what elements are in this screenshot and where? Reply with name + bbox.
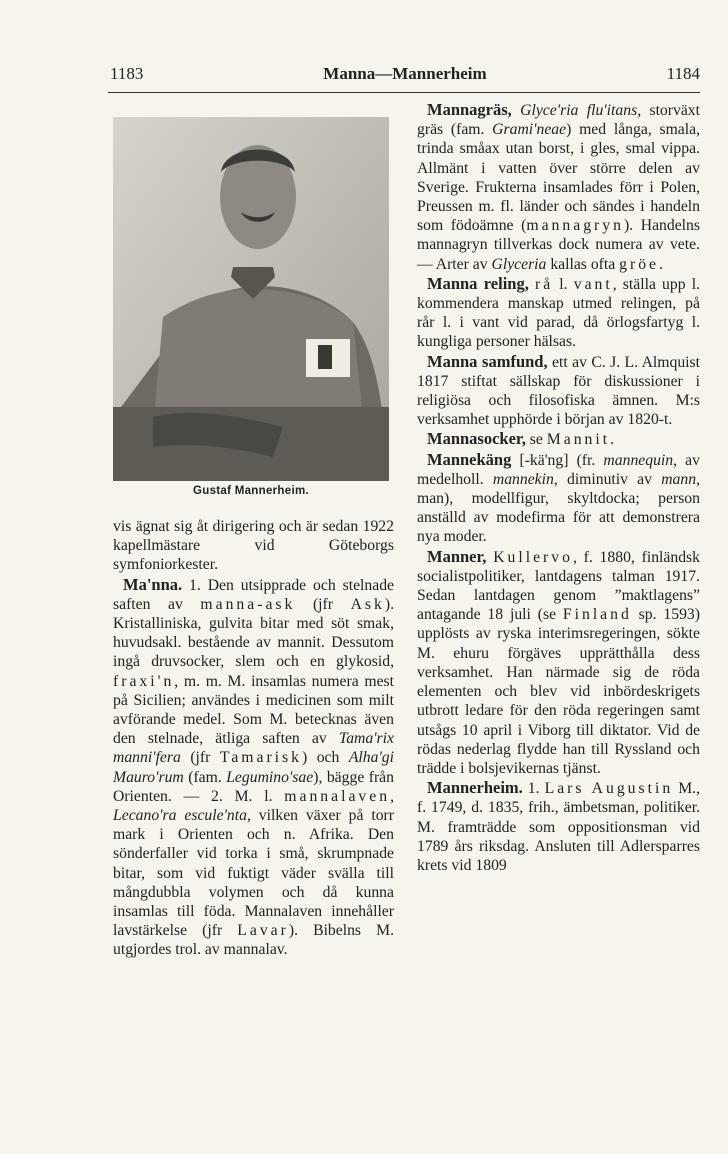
headword: Manna samfund,: [427, 351, 548, 371]
entry-manner: Manner, Kullervo, f. 1880, finländsk socialistpolitiker, lantdagens talman 1917. Sedan lantdagen genom ”maktlagens” antagande 18 juli (se Finland sp. 1593) upplösts av ryska interimsregeringen, sökte M. ehuru förgäves upprätthålla dess verksamhet. Han närmade sig de röda elementen och blev vid inbördeskrigets utbrott ledare för den röda regeringen samt utsågs 10 april i Viborg till diktator. Vid de rödas nederlag flydde han till Ryssland och trädde i bolsjevikernas tjänst.: [417, 546, 701, 777]
left-column: [113, 517, 394, 960]
right-column: [417, 100, 700, 875]
entry-manna: Ma'nna. 1. Den utsipprade och stelnade saften av manna-ask (jfr Ask). Kristalliniska, gulvita bitar med söt smak, huvudsakl. bestående av mannit. Dessutom ingå druvsocker, slem och en glykosid, fraxi'n, m. m. M. insamlas numera mest på Sicilien; användes i medicinen som milt avförande medel. Som M. betecknas även den stelnade, ätliga saften av Tama'rix manni'fera (jfr Tamarisk) och Alha'gi Mauro'rum (fam. Legumino'sae), bägge från Orienten. — 2. M. l. mannalaven, Lecano'ra escule'nta, vilken växer på torr mark i Orienten och n. Afrika. Den sönderfaller vid torka i små, skrumpnade bitar, som vid fuktigt väder svälla till mångdubbla volymen och då kunna insamlas till föda. Mannalaven innehåller lavstärkelse (jfr Lavar). Bibelns M. utgjordes trol. av mannalav.: [113, 574, 395, 959]
running-header: [110, 64, 700, 86]
entry-mannerheim: Mannerheim. 1. Lars Augustin M., f. 1749, d. 1835, frih., ämbetsman, politiker. M. framträdde som oppositionsman vid 1789 års riksdag. Ansluten till Adlersparres krets vid 1809: [417, 778, 700, 874]
entry-manna-samfund: Manna samfund, ett av C. J. L. Almquist 1817 stiftat sällskap för diskussioner i religiösa och filosofiska ämnen. M:s verksamhet upphörde i början av 1820-t.: [417, 351, 700, 429]
headword: Manna reling,: [427, 273, 529, 293]
header-rule: [108, 92, 700, 93]
continuation-text: vis ägnat sig åt dirigering och är sedan 1922 kapellmästare vid Göteborgs symfoniorkester.: [113, 518, 394, 574]
entry-mannagras: Mannagräs, Glyce'ria flu'itans, storväxt gräs (fam. Grami'neae) med långa, smala, trinda småax utan borst, i gles, smal vippa. Allmänt i vatten över större delen av Sverige. Frukterna insamlades förr i Polen, Preussen m. fl. länder och sändes i handeln som födoämne (mannagryn). Handelns mannagryn tillverkas dock numera av vete. — Arter av Glyceria kallas ofta gröe.: [417, 100, 701, 273]
header-title: Manna—Mannerheim: [323, 64, 487, 83]
portrait-photo: [113, 117, 389, 481]
headword: Mannerheim.: [427, 778, 523, 798]
headword: Mannekäng: [427, 449, 512, 469]
photo-caption: Gustaf Mannerheim.: [193, 485, 309, 497]
entry-manna-reling: Manna reling, rå l. vant, ställa upp l. kommendera manskap utmed relingen, på rår l. i vant vid parad, då örlogsfartyg l. kungliga personer hälsas.: [417, 273, 701, 351]
headword: Mannasocker,: [427, 429, 526, 449]
headword: Ma'nna.: [123, 574, 183, 594]
entry-mannasocker: Mannasocker, se Mannit.: [427, 429, 615, 449]
page-number-left: 1183: [110, 64, 144, 83]
entry-mannekang: Mannekäng [-kä'ng] (fr. mannequin, av medelholl. mannekin, diminutiv av mann, man), modellfigur, skyltdocka; person anställd av modefirma för att demonstrera nya moder.: [417, 449, 700, 546]
page-number-right: 1184: [666, 64, 700, 83]
headword: Manner,: [427, 546, 487, 566]
headword: Mannagräs,: [427, 100, 512, 119]
